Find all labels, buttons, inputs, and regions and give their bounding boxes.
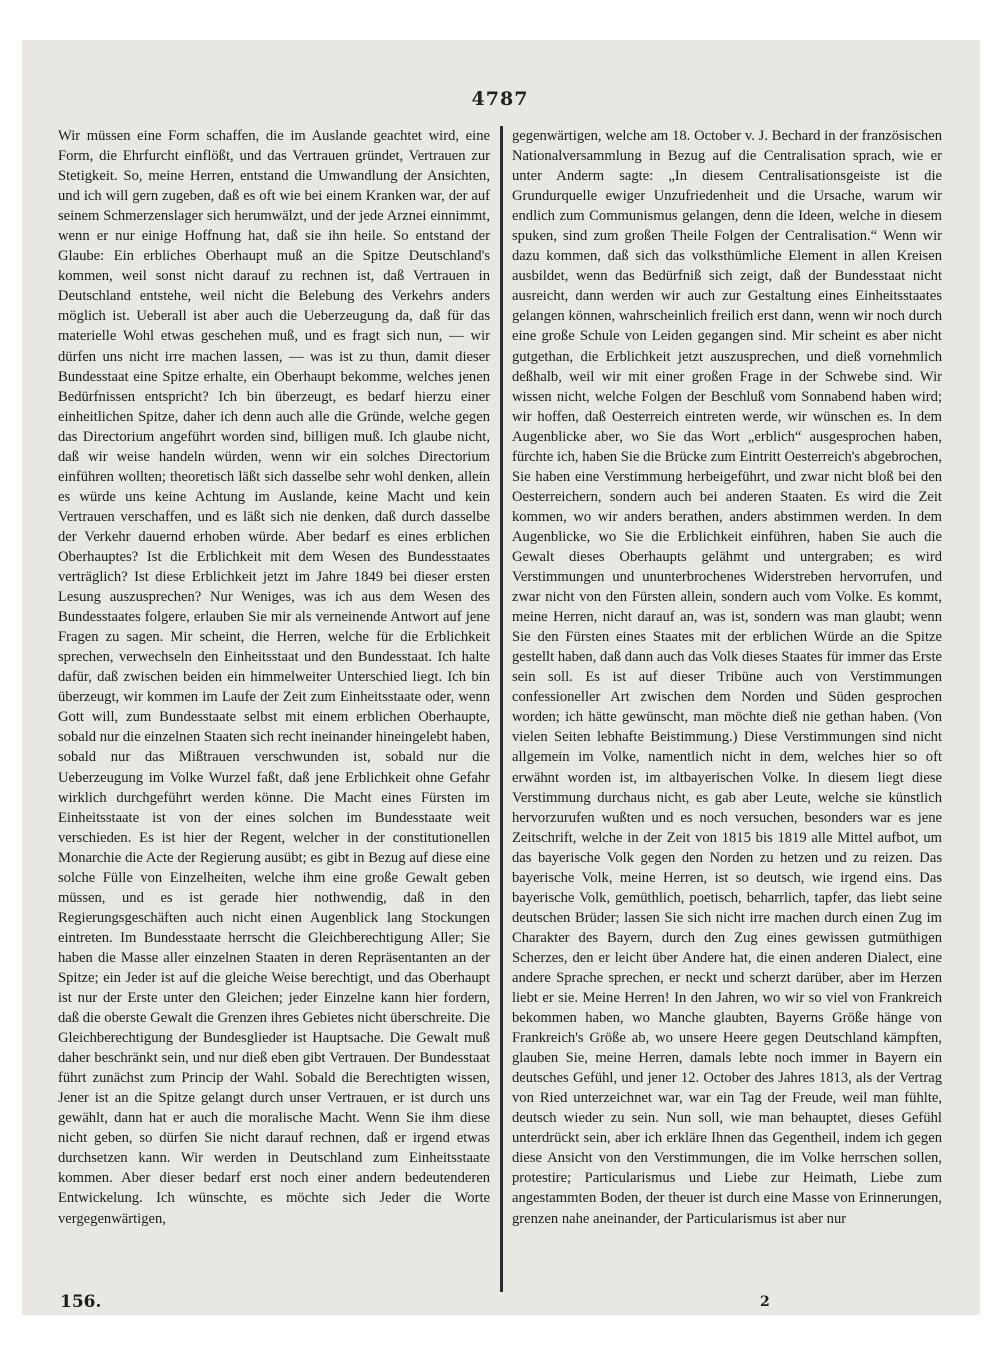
sheet-mark: 2 — [760, 1294, 770, 1310]
left-column — [58, 126, 490, 1286]
right-column-text: gegenwärtigen, welche am 18. October v. J. Bechard in der französischen Nationalversammlung in Bezug auf die Centralisation sprach, wie er unter Anderm sagte: „In diesem Centralisationsgeiste ist die Grundurquelle ewiger Unzufriedenheit und die Ursache, warum wir endlich zum Communismus gelangen, denn die Ideen, welche in diesem spuken, sind zum großen Theile Folgen der Centralisation.“ Wenn wir dazu kommen, daß sich das volksthümliche Element in allen Kreisen ausbildet, wenn das Bedürfniß sich zeigt, daß der Bundesstaat nicht ausreicht, dann werden wir auch zur Gestaltung eines Einheitsstaates gelangen können, wahrscheinlich freilich erst dann, wenn wir noch durch eine große Schule von Leiden gegangen sind. Mir scheint es aber nicht gutgethan, die Erblichkeit jetzt auszusprechen, und dieß vornehmlich deßhalb, weil wir mit einer großen Frage in der Schwebe sind. Wir wissen nicht, welche Folgen der Beschluß vom Sonnabend haben wird; wir hoffen, daß Oesterreich eintreten werde, wir wünschen es. In dem Augenblicke aber, wo Sie das Wort „erblich“ ausgesprochen haben, fürchte ich, haben Sie die Brücke zum Eintritt Oesterreich's abgebrochen, Sie haben eine Verstimmung herbeigeführt, und zwar nicht bloß bei den Oesterreichern, sondern auch bei anderen Staaten. Es wird die Zeit kommen, wo wir anders berathen, anders abstimmen werden. In dem Augenblicke, wo Sie die Erblichkeit einführen, haben Sie auch die Gewalt dieses Oberhaupts gelähmt und untergraben; es wird Verstimmungen und ununterbrochenes Widerstreben hervorrufen, und zwar nicht von den Fürsten allein, sondern auch vom Volke. Es kommt, meine Herren, nicht darauf an, was ist, sondern was man glaubt; wenn Sie den Fürsten eines Staates mit der erblichen Würde an die Spitze gestellt haben, daß dann auch das Volk dieses Staates für immer das Erste sein soll. Es ist auf dieser Tribüne auch von Verstimmungen confessioneller Art zwischen dem Norden und Süden gesprochen worden; ich hätte gewünscht, man möchte dieß nie gethan haben. (Von vielen Seiten lebhafte Beistimmung.) Diese Verstimmungen sind nicht allgemein im Volke, namentlich nicht in dem, welches hier so oft erwähnt worden ist, im altbayerischen Volke. In diesem liegt diese Verstimmung durchaus nicht, es gab aber Leute, welche sie künstlich hervorzurufen wußten und es noch versuchen, besonders war es jene Zeitschrift, welche in der Zeit von 1815 bis 1819 alle Mittel aufbot, um das bayerische Volk gegen den Norden zu hetzen und zu reizen. Das bayerische Volk, meine Herren, ist so deutsch, wie irgend eins. Das bayerische Volk, gemüthlich, poetisch, beharrlich, tapfer, das liebt seine deutschen Brüder; lassen Sie sich nicht irre machen durch einen Zug im Charakter des Bayern, durch den Zug eines gewissen gutmüthigen Scherzes, den er leicht über Andere hat, die einen anderen Dialect, eine andere Sprache sprechen, er neckt und scherzt darüber, aber im Herzen liebt er sie. Meine Herren! In den Jahren, wo wir so viel von Frankreich bekommen haben, wo Manche glaubten, Bayerns Größe hänge von Frankreich's Größe ab, wo unsere Heere gegen Deutschland kämpften, glauben Sie, meine Herren, damals lebte noch immer in Bayern ein deutsches Gefühl, und jener 12. October des Jahres 1813, als der Vertrag von Ried unterzeichnet war, war ein Tag der Freude, weil man fühlte, deutsch wieder zu sein. Nun soll, wie man behauptet, dieses Gefühl unterdrückt sein, aber ich erkläre Ihnen das Gegentheil, indem ich gegen diese Ansicht von den Verstimmungen, die im Volke herrschen sollen, protestire; Particularismus und Liebe zur Heimath, Liebe zum angestammten Boden, der theuer ist durch eine Masse von Erinnerungen, grenzen nahe aneinander, der Particularismus ist aber nur — [512, 128, 942, 1227]
left-column-text: Wir müssen eine Form schaffen, die im Auslande geachtet wird, eine Form, die Ehrfurcht einflößt, und das Vertrauen gründet, Vertrauen zur Stetigkeit. So, meine Herren, entstand die Umwandlung der Ansichten, und ich will gern zugeben, daß es oft wie bei einem Kranken war, der auf seinem Schmerzenslager sich herumwälzt, und der jede Arznei einnimmt, wenn er nur einige Hoffnung hat, daß sie ihn heile. So entstand der Glaube: Ein erbliches Oberhaupt muß an die Spitze Deutschland's kommen, weil sonst nicht darauf zu rechnen ist, daß Vertrauen in Deutschland entstehe, weil nicht die Belebung des Verkehrs anders möglich ist. Ueberall ist aber auch die Ueberzeugung da, daß für das materielle Wohl etwas geschehen muß, und es fragt sich nun, — wir dürfen uns nicht irre machen lassen, — was ist zu thun, damit dieser Bundesstaat eine Spitze erhalte, ein Oberhaupt bekomme, welches jenen Bedürfnissen entspricht? Ich bin überzeugt, es bedarf hierzu einer einheitlichen Spitze, daher ich denn auch alle die Gründe, welche gegen das Directorium angeführt worden sind, billigen muß. Ich glaube nicht, daß wir weise handeln würden, wenn wir ein solches Directorium einführen wollten; theoretisch läßt sich dasselbe sehr wohl denken, allein es würde uns keine Achtung im Auslande, keine Macht und kein Vertrauen verschaffen, und es läßt sich nie denken, daß durch dasselbe der Verkehr dauernd erhoben würde. Aber bedarf es eines erblichen Oberhauptes? Ist die Erblichkeit mit dem Wesen des Bundesstaates verträglich? Ist diese Erblichkeit jetzt im Jahre 1849 bei dieser ersten Lesung auszusprechen? Nur Weniges, was ich aus dem Wesen des Bundesstaates folgere, erlauben Sie mir als verneinende Antwort auf jene Fragen zu sagen. Mir scheint, die Herren, welche für die Erblichkeit sprechen, verwechseln den Einheitsstaat und den Bundesstaat. Ich halte dafür, daß zwischen beiden ein himmelweiter Unterschied liegt. Ich bin überzeugt, wir kommen im Laufe der Zeit zum Einheitsstaate oder, wenn Gott will, zum Bundesstaate selbst mit einem erblichen Oberhaupte, sobald nur die einzelnen Staaten sich recht ineinander hineingelebt haben, sobald nur das Mißtrauen verschwunden ist, sobald nur die Ueberzeugung im Volke Wurzel faßt, daß jene Erblichkeit ohne Gefahr wirklich durchgeführt werden könne. Die Macht eines Fürsten im Einheitsstaate ist von der eines solchen im Bundesstaate weit verschieden. Es ist hier der Regent, welcher in der constitutionellen Monarchie die Acte der Regierung ausübt; es gibt in Bezug auf diese eine solche Fülle von Einzelheiten, welche ihm eine große Gewalt geben müssen, und es ist gerade hier nothwendig, daß in den Regierungsgeschäften auch nicht einen Augenblick lang Stockungen eintreten. Im Bundesstaate herrscht die Gleichberechtigung Aller; Sie haben die Masse aller einzelnen Staaten in deren Repräsentanten an der Spitze; ein Jeder ist auf die gleiche Weise berechtigt, und das Oberhaupt ist nur der Erste unter den Gleichen; jeder Einzelne kann hier fordern, daß die oberste Gewalt die Grenzen ihres Gebietes nicht überschreite. Die Gleichberechtigung der Bundesglieder ist Hauptsache. Die Gewalt muß daher beschränkt sein, und nur dieß eben gibt Vertrauen. Der Bundesstaat führt zunächst zum Princip der Wahl. Sobald die Berechtigten wissen, Jener ist an die Spitze gelangt durch unser Vertrauen, er ist durch uns gewählt, dann hat er auch die moralische Macht. Wenn Sie ihm diese nicht geben, so dürfen Sie nicht darauf rechnen, daß er irgend etwas durchsetzen kann. Wir werden in Deutschland zum Einheitsstaate kommen. Aber dieser bedarf erst noch einer andern bedeutenderen Entwickelung. Ich wünschte, es möchte sich Jeder die Worte vergegenwärtigen, — [58, 128, 490, 1227]
signature-mark: 156. — [60, 1292, 102, 1312]
column-divider — [500, 126, 503, 1292]
right-column — [512, 126, 942, 1286]
page-number: 4787 — [471, 88, 529, 110]
